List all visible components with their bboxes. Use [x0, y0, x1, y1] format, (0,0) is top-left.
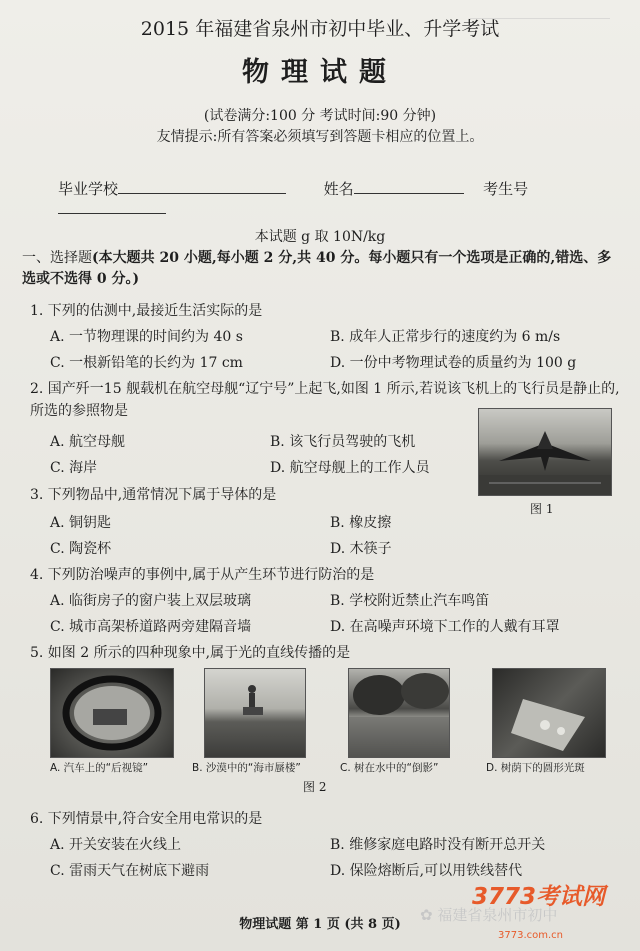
- q2-option-a[interactable]: A. 航空母舰: [50, 434, 126, 450]
- q6-option-c[interactable]: C. 雷雨天气在树底下避雨: [50, 863, 210, 879]
- light-spot-icon: [493, 669, 605, 757]
- question-1-stem: 1. 下列的估测中,最接近生活实际的是: [30, 303, 263, 319]
- q4-option-b[interactable]: B. 学校附近禁止汽车鸣笛: [330, 593, 490, 609]
- number-field[interactable]: [58, 199, 166, 214]
- q2-option-c[interactable]: C. 海岸: [50, 460, 98, 476]
- q1-option-b[interactable]: B. 成年人正常步行的速度约为 6 m/s: [330, 329, 561, 345]
- tree-reflection-icon: [349, 669, 449, 757]
- figure-1-label: 图 1: [530, 502, 554, 516]
- section-1-desc: (本大题共 20 小题,每小题 2 分,共 40 分。每小题只有一个选项是正确的,错选、多选或不选得 0 分。): [22, 250, 612, 287]
- q3-option-c[interactable]: C. 陶瓷杯: [50, 541, 112, 557]
- question-4-stem: 4. 下列防治噪声的事例中,属于从产生环节进行防治的是: [30, 567, 375, 583]
- q6-option-a[interactable]: A. 开关安装在火线上: [50, 837, 182, 853]
- number-label: 考生号: [483, 180, 529, 198]
- friendly-tip: 友情提示:所有答案必须填写到答题卡相应的位置上。: [156, 129, 484, 145]
- school-label: 毕业学校: [58, 180, 119, 198]
- q2-option-b[interactable]: B. 该飞行员驾驶的飞机: [270, 434, 416, 450]
- school-field[interactable]: [118, 179, 286, 194]
- q6-option-b[interactable]: B. 维修家庭电路时没有断开总开关: [330, 837, 546, 853]
- student-info-row: [58, 178, 618, 218]
- q4-option-a[interactable]: A. 临街房子的窗户装上双层玻璃: [50, 593, 252, 609]
- exam-title: 2015 年福建省泉州市初中毕业、升学考试: [140, 18, 500, 40]
- g-note: 本试题 g 取 10N/kg: [254, 229, 386, 245]
- exam-meta: (试卷满分:100 分 考试时间:90 分钟): [203, 108, 437, 124]
- page-footer: 物理试题 第 1 页 (共 8 页): [239, 917, 401, 932]
- question-5-stem: 5. 如图 2 所示的四种现象中,属于光的直线传播的是: [30, 645, 351, 661]
- figure-2d-caption: D. 树荫下的圆形光斑: [486, 762, 585, 774]
- watermark-account: [420, 904, 557, 925]
- q6-option-d[interactable]: D. 保险熔断后,可以用铁线替代: [330, 863, 523, 879]
- figure-2c-reflection-photo: [348, 668, 450, 758]
- rearview-mirror-icon: [51, 669, 173, 757]
- figure-1-jet-photo: [478, 408, 612, 496]
- q3-option-b[interactable]: B. 橡皮擦: [330, 515, 392, 531]
- section-1-heading: [22, 248, 622, 290]
- q1-option-d[interactable]: D. 一份中考物理试卷的质量约为 100 g: [330, 355, 577, 371]
- q1-option-a[interactable]: A. 一节物理课的时间约为 40 s: [50, 329, 243, 345]
- question-6-stem: 6. 下列情景中,符合安全用电常识的是: [30, 811, 263, 827]
- q3-option-a[interactable]: A. 铜钥匙: [50, 515, 112, 531]
- figure-2b-caption: B. 沙漠中的“海市蜃楼”: [192, 762, 301, 774]
- figure-2b-mirage-photo: [204, 668, 306, 758]
- name-label: 姓名: [323, 180, 354, 198]
- q1-option-c[interactable]: C. 一根新铅笔的长约为 17 cm: [50, 355, 243, 371]
- section-1-title: 一、选择题: [22, 250, 92, 266]
- figure-2c-caption: C. 树在水中的“倒影”: [340, 762, 439, 774]
- figure-2a-caption: A. 汽车上的“后视镜”: [50, 762, 149, 774]
- watermark-brand: 3773考试网: [472, 884, 606, 910]
- mirage-rider-icon: [205, 669, 305, 757]
- watermark-account-text: 福建省泉州市初中: [437, 906, 558, 924]
- q4-option-d[interactable]: D. 在高噪声环境下工作的人戴有耳罩: [330, 619, 560, 635]
- q2-option-d[interactable]: D. 航空母舰上的工作人员: [270, 460, 430, 476]
- name-field[interactable]: [354, 179, 464, 194]
- watermark-url: 3773.com.cn: [498, 930, 563, 941]
- paper-title: 物理试题: [242, 57, 398, 88]
- figure-2-label: 图 2: [303, 780, 327, 794]
- q3-option-d[interactable]: D. 木筷子: [330, 541, 392, 557]
- fighter-jet-icon: [479, 409, 611, 495]
- figure-2a-mirror-photo: [50, 668, 174, 758]
- wechat-icon: ✿: [420, 906, 433, 924]
- question-2-stem: 2. 国产歼一15 舰载机在航空母舰“辽宁号”上起飞,如图 1 所示,若说该飞机上的飞行员是静止的,所选的参照物是: [30, 381, 620, 419]
- q4-option-c[interactable]: C. 城市高架桥道路两旁建隔音墙: [50, 619, 252, 635]
- question-3-stem: 3. 下列物品中,通常情况下属于导体的是: [30, 487, 277, 503]
- figure-2d-light-spots-photo: [492, 668, 606, 758]
